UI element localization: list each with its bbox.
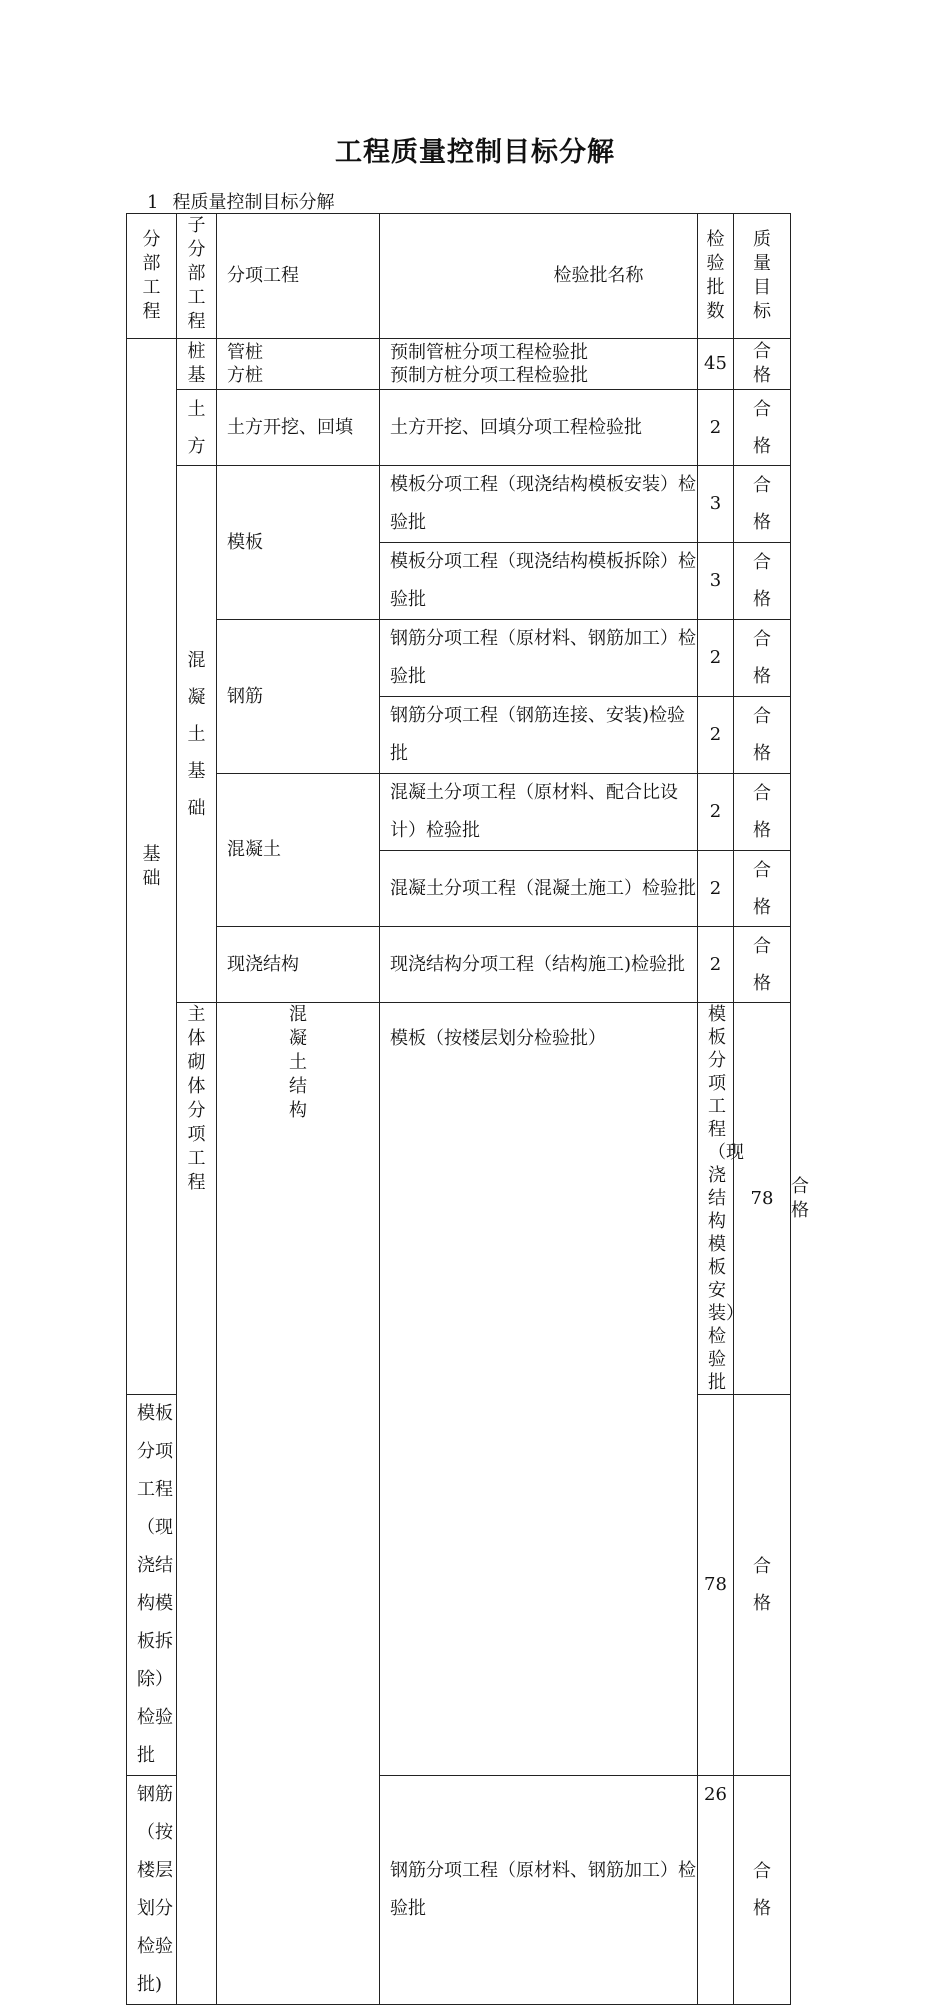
vertical-char: 格	[753, 365, 771, 386]
quality-goal	[734, 543, 791, 620]
quality-goal	[734, 466, 791, 543]
batch-count: 2	[698, 774, 734, 851]
batch-name: 预制方桩分项工程检验批	[390, 365, 588, 386]
vertical-char: 合	[753, 629, 771, 650]
vertical-text	[177, 1003, 216, 1195]
item-concrete: 混凝土	[217, 774, 380, 927]
header-batch-count	[698, 214, 734, 339]
vertical-char: 格	[753, 435, 771, 457]
batch-name: 混凝土分项工程（原材料、配合比设计）检验批	[380, 774, 698, 851]
vertical-char: 数	[706, 301, 725, 322]
item-earthwork: 土方开挖、回填	[217, 390, 380, 466]
vertical-char: 批	[706, 277, 725, 298]
vertical-char: 格	[753, 1898, 771, 1919]
table-row	[127, 466, 791, 543]
section-title: 程质量控制目标分解	[172, 192, 335, 213]
vertical-text	[734, 228, 790, 324]
header-subdivision	[177, 214, 217, 339]
vertical-char: 质	[753, 229, 771, 250]
vertical-char: 子	[187, 215, 206, 236]
vertical-text	[734, 928, 790, 1002]
vertical-char: 体	[187, 1076, 206, 1097]
vertical-char: 工	[187, 1148, 206, 1169]
vertical-char: 分	[187, 1100, 206, 1121]
subdivision-concrete-structure	[217, 1003, 380, 2005]
batch-name: 模板分项工程（现浇结构模板拆除）检验批	[380, 543, 698, 620]
header-quality-goal	[734, 214, 791, 339]
vertical-char: 础	[187, 797, 206, 819]
vertical-text	[734, 621, 790, 695]
vertical-text	[734, 775, 790, 849]
vertical-text	[127, 843, 176, 891]
vertical-char: 项	[187, 1124, 206, 1145]
batch-name: 混凝土分项工程（混凝土施工）检验批	[380, 851, 698, 927]
batch-count: 2	[698, 851, 734, 927]
table-row: 主 体 砌 体 分 项 工 程 混 凝 土 结 构 模板（按楼层划分检验批） 模板分项工程（现浇结构模板安装）检验批 78 合 格	[127, 1003, 791, 1395]
division-main-body	[177, 1003, 217, 2005]
vertical-char: 合	[753, 706, 771, 727]
vertical-char: 目	[753, 277, 771, 298]
item-formwork: 模板	[217, 466, 380, 620]
vertical-char: 标	[753, 301, 771, 322]
batch-count: 3	[698, 543, 734, 620]
vertical-text	[698, 228, 733, 324]
vertical-char: 构	[289, 1100, 307, 1121]
vertical-char: 砌	[187, 1052, 206, 1073]
vertical-char: 分	[142, 229, 161, 250]
section-number: 1	[147, 192, 159, 213]
vertical-char: 结	[289, 1076, 307, 1097]
vertical-char: 量	[753, 253, 771, 274]
batch-count: 3	[698, 466, 734, 543]
vertical-char: 合	[753, 475, 771, 496]
vertical-text	[177, 340, 216, 388]
vertical-char: 检	[706, 229, 725, 250]
vertical-char: 格	[753, 666, 771, 687]
item-rebar: 钢筋	[217, 620, 380, 774]
batch-name: 钢筋分项工程（原材料、钢筋加工）检验批	[380, 1776, 698, 2005]
quality-goal	[734, 927, 791, 1003]
quality-goal	[734, 339, 791, 390]
vertical-char: 程	[142, 301, 161, 322]
vertical-char: 程	[187, 311, 206, 332]
vertical-char: 混	[289, 1004, 307, 1025]
batch-name: 土方开挖、回填分项工程检验批	[380, 390, 698, 466]
item-rebar-floor: 钢筋（按楼层划分检验批)	[127, 1776, 177, 2005]
vertical-char: 土	[187, 723, 206, 745]
batch-count: 2	[698, 620, 734, 697]
batch-count: 2	[698, 927, 734, 1003]
vertical-char: 主	[187, 1004, 206, 1025]
quality-target-table	[126, 213, 809, 2005]
item-square-pile: 方桩	[227, 365, 263, 386]
vertical-char: 基	[187, 365, 206, 386]
vertical-text	[217, 1003, 379, 1123]
batch-count: 45	[698, 339, 734, 390]
subdivision-pile	[177, 339, 217, 390]
vertical-char: 土	[289, 1052, 307, 1073]
subdivision-concrete-foundation	[177, 466, 217, 1003]
batch-count: 78	[734, 1003, 791, 1395]
table-row	[127, 774, 791, 851]
vertical-char: 合	[753, 783, 771, 804]
vertical-char: 分	[187, 239, 206, 260]
header-item: 分项工程	[217, 214, 380, 339]
subdivision-earth	[177, 390, 217, 466]
header-division	[127, 214, 177, 339]
vertical-text	[734, 391, 790, 465]
vertical-text	[177, 642, 216, 827]
batch-count: 26	[698, 1776, 734, 2005]
division-foundation	[127, 339, 177, 1395]
header-batch-name: 检验批名称	[380, 214, 698, 339]
vertical-char: 方	[187, 435, 206, 457]
vertical-char: 程	[187, 1172, 206, 1193]
vertical-char: 合	[753, 341, 771, 362]
page-title: 工程质量控制目标分解	[335, 137, 615, 168]
vertical-char: 凝	[187, 686, 206, 708]
table-row	[127, 927, 791, 1003]
item-pipe-pile: 管桩	[227, 342, 263, 363]
table-row	[127, 339, 791, 390]
batch-count: 78	[698, 1395, 734, 1776]
quality-goal	[734, 1395, 791, 1776]
batch-name: 钢筋分项工程（钢筋连接、安装)检验批	[380, 697, 698, 774]
batch-cell	[380, 339, 698, 390]
batch-name: 模板分项工程（现浇结构模板安装）检验批	[380, 466, 698, 543]
vertical-char: 格	[753, 820, 771, 841]
vertical-char: 格	[753, 896, 771, 918]
vertical-char: 础	[142, 867, 161, 889]
vertical-text	[734, 340, 790, 388]
quality-goal	[734, 774, 791, 851]
vertical-char: 合	[753, 1556, 771, 1577]
vertical-char: 合	[753, 398, 771, 420]
vertical-char: 格	[753, 972, 771, 994]
vertical-char: 格	[753, 512, 771, 533]
batch-name: 模板分项工程（现浇结构模板拆除）检验批	[127, 1395, 177, 1776]
quality-goal	[734, 851, 791, 927]
vertical-char: 格	[753, 743, 771, 764]
batch-count: 2	[698, 390, 734, 466]
table-row	[127, 390, 791, 466]
vertical-char: 凝	[289, 1028, 307, 1049]
vertical-char: 基	[187, 760, 206, 782]
vertical-char: 合	[753, 552, 771, 573]
vertical-text	[734, 698, 790, 772]
vertical-char: 混	[187, 649, 206, 671]
vertical-char: 土	[187, 398, 206, 420]
vertical-text	[734, 1853, 790, 1927]
quality-goal	[734, 390, 791, 466]
table-header-row	[127, 214, 791, 339]
vertical-char: 桩	[187, 341, 206, 362]
batch-name: 模板分项工程（现浇结构模板安装）检验批	[698, 1003, 734, 1395]
batch-name: 现浇结构分项工程（结构施工)检验批	[380, 927, 698, 1003]
vertical-char: 部	[187, 263, 206, 284]
batch-name: 钢筋分项工程（原材料、钢筋加工）检验批	[380, 620, 698, 697]
item-formwork-floor: 模板（按楼层划分检验批）	[380, 1003, 698, 1776]
vertical-char: 合	[753, 935, 771, 957]
vertical-text	[734, 1548, 790, 1622]
table-row	[127, 620, 791, 697]
batch-name: 预制管桩分项工程检验批	[390, 342, 588, 363]
vertical-char: 格	[753, 589, 771, 610]
section-heading	[147, 188, 334, 214]
vertical-char: 格	[753, 1593, 771, 1614]
item-cast-in-place: 现浇结构	[217, 927, 380, 1003]
vertical-char: 部	[142, 253, 161, 274]
item-pile	[217, 339, 380, 390]
vertical-char: 工	[187, 287, 206, 308]
quality-goal	[734, 1776, 791, 2005]
quality-goal	[734, 620, 791, 697]
vertical-char: 合	[753, 1861, 771, 1882]
batch-count: 2	[698, 697, 734, 774]
vertical-char: 工	[142, 277, 161, 298]
vertical-char: 验	[706, 253, 725, 274]
vertical-text	[177, 214, 216, 334]
vertical-text	[734, 852, 790, 926]
vertical-char: 体	[187, 1028, 206, 1049]
vertical-text	[734, 544, 790, 618]
quality-goal	[734, 697, 791, 774]
vertical-char: 基	[142, 843, 161, 865]
vertical-text	[177, 391, 216, 465]
vertical-text	[127, 228, 176, 324]
vertical-text	[734, 467, 790, 541]
vertical-char: 合	[753, 859, 771, 881]
